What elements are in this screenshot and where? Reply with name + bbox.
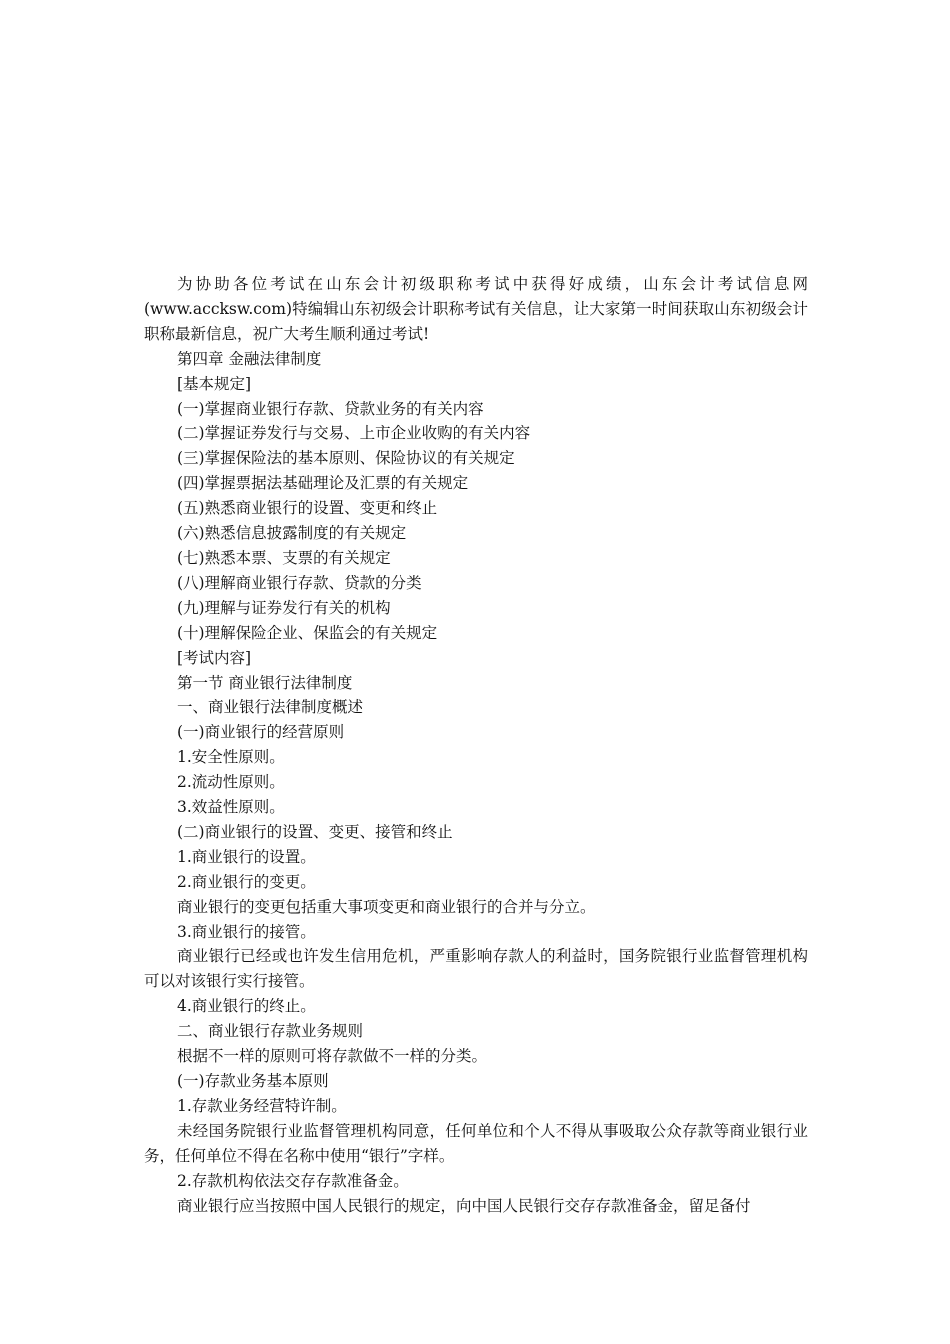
list-item: (六)熟悉信息披露制度的有关规定 [177, 524, 407, 543]
subsection-heading: 一、商业银行法律制度概述 [177, 698, 364, 717]
subheading: (一)存款业务基本原则 [177, 1072, 329, 1090]
subheading: (一)商业银行的经营原则 [177, 723, 345, 742]
section-title: 第一节 商业银行法律制度 [177, 673, 353, 692]
list-item: (八)理解商业银行存款、贷款的分类 [177, 573, 422, 592]
list-item: 1.安全性原则。 [177, 748, 285, 767]
subheading: (二)商业银行的设置、变更、接管和终止 [177, 822, 453, 841]
list-item: (七)熟悉本票、支票的有关规定 [177, 548, 391, 567]
list-item: 1.商业银行的设置。 [177, 847, 316, 866]
body-paragraph: 未经国务院银行业监督管理机构同意，任何单位和个人不得从事吸取公众存款等商业银行业务，任何单位不得在名称中使用“银行”字样。 [144, 1121, 808, 1165]
body-paragraph: 商业银行的变更包括重大事项变更和商业银行的合并与分立。 [177, 897, 596, 916]
list-item: (三)掌握保险法的基本原则、保险协议的有关规定 [177, 449, 515, 468]
body-paragraph: 根据不一样的原则可将存款做不一样的分类。 [177, 1047, 488, 1066]
chapter-title: 第四章 金融法律制度 [177, 349, 322, 368]
list-item: (九)理解与证券发行有关的机构 [177, 598, 391, 617]
body-paragraph: 商业银行应当按照中国人民银行的规定，向中国人民银行交存存款准备金，留足备付 [177, 1196, 751, 1215]
body-paragraph: 商业银行已经或也许发生信用危机，严重影响存款人的利益时，国务院银行业监督管理机构可以对该银行实行接管。 [144, 947, 808, 991]
list-item: 2.存款机构依法交存存款准备金。 [177, 1171, 409, 1190]
list-item: 2.商业银行的变更。 [177, 872, 316, 891]
list-item: (一)掌握商业银行存款、贷款业务的有关内容 [177, 399, 484, 418]
list-item: (四)掌握票据法基础理论及汇票的有关规定 [177, 474, 469, 493]
list-item: (十)理解保险企业、保监会的有关规定 [177, 623, 438, 642]
section-label-basic-rules: [基本规定] [177, 374, 252, 393]
list-item: 3.效益性原则。 [177, 798, 285, 817]
list-item: 4.商业银行的终止。 [177, 997, 316, 1016]
list-item: 1.存款业务经营特许制。 [177, 1096, 347, 1115]
list-item: 3.商业银行的接管。 [177, 922, 316, 941]
list-item: 2.流动性原则。 [177, 773, 285, 792]
list-item: (二)掌握证券发行与交易、上市企业收购的有关内容 [177, 424, 531, 443]
section-label-exam-content: [考试内容] [177, 648, 252, 667]
document-body [144, 272, 808, 1218]
list-item: (五)熟悉商业银行的设置、变更和终止 [177, 499, 438, 518]
intro-paragraph: 为协助各位考试在山东会计初级职称考试中获得好成绩，山东会计考试信息网(www.accksw.com)特编辑山东初级会计职称考试有关信息，让大家第一时间获取山东初级会计职称最新信息，祝广大考生顺利通过考试! [144, 275, 808, 343]
subsection-heading: 二、商业银行存款业务规则 [177, 1022, 364, 1041]
